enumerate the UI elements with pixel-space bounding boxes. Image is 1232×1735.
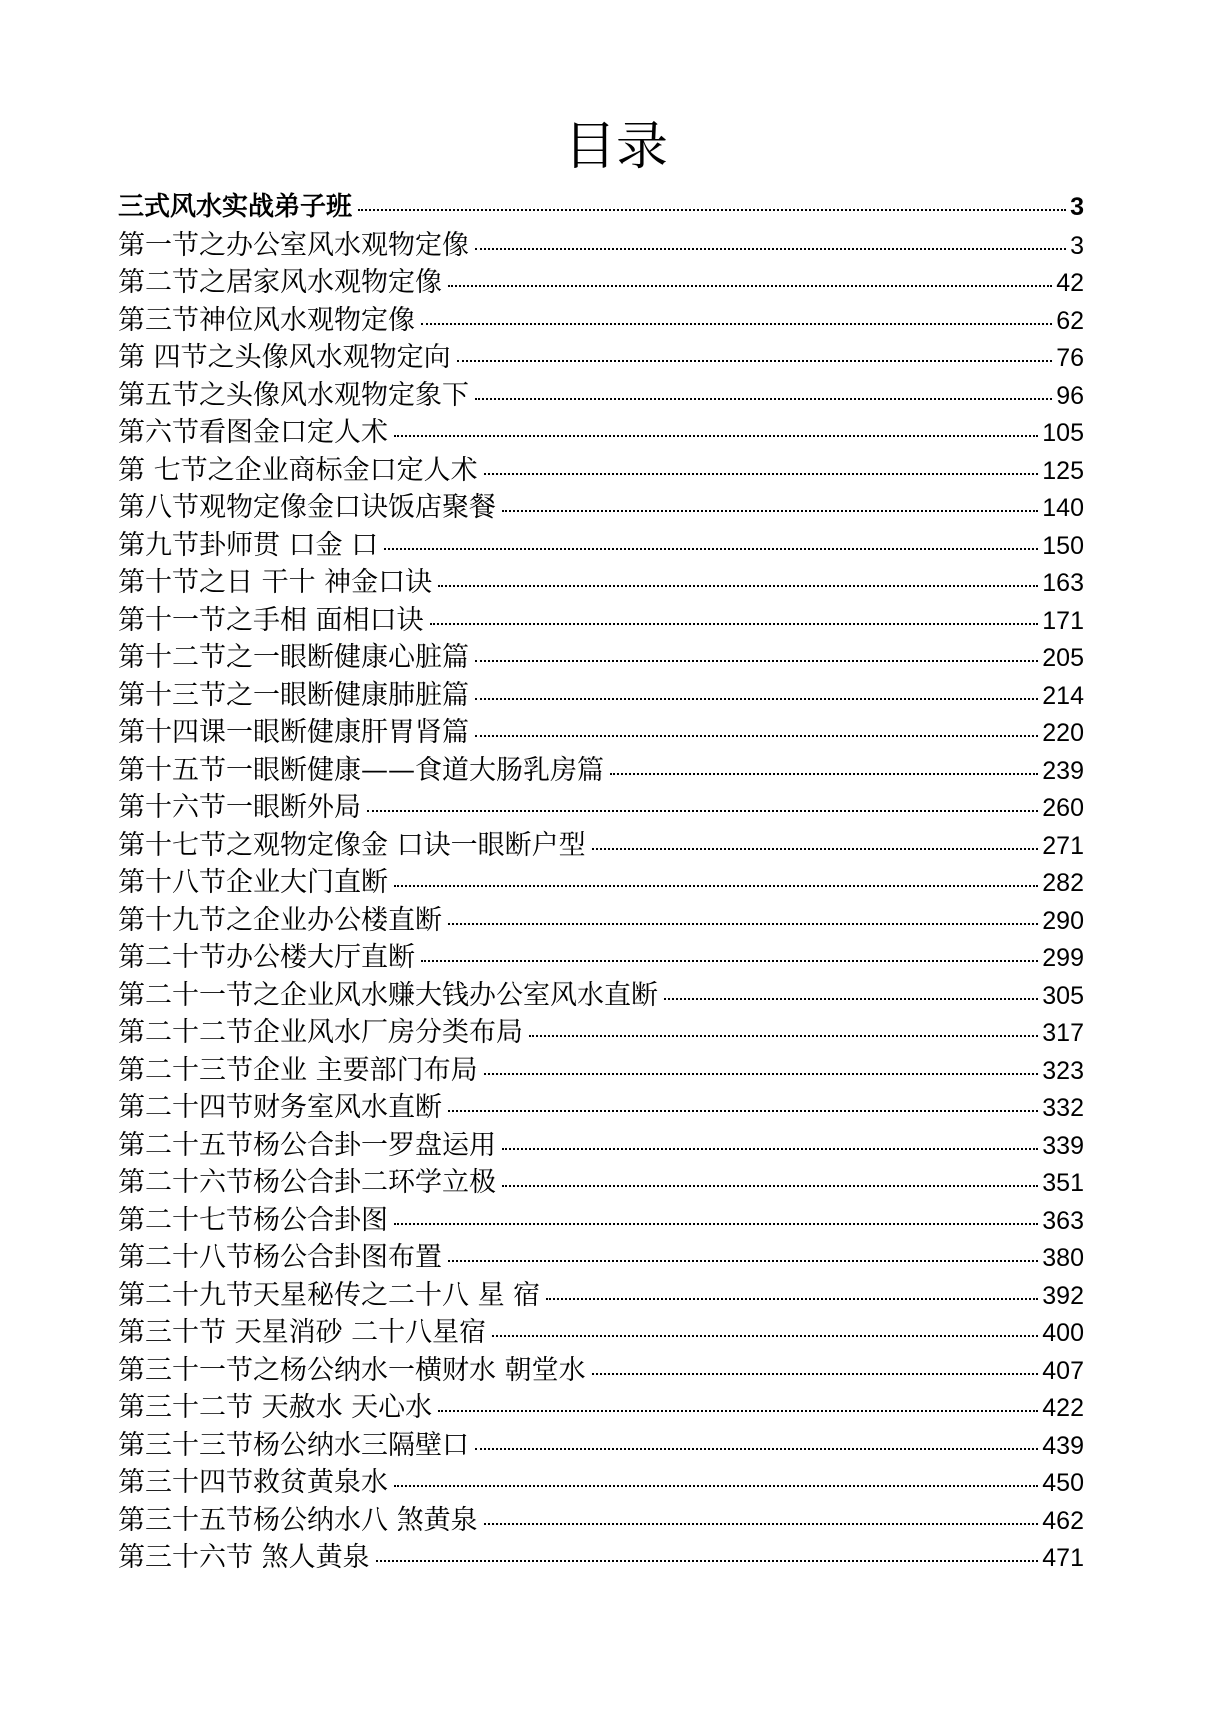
toc-entry-page-number: 76 (1056, 344, 1084, 372)
toc-entry-label: 第八节观物定像金口诀饭店聚餐 (118, 492, 496, 523)
toc-entry[interactable] (118, 1127, 1084, 1165)
toc-entry[interactable] (118, 377, 1084, 415)
toc-entry-page-number: 3 (1070, 231, 1084, 260)
toc-entry[interactable] (118, 1239, 1084, 1277)
toc-dot-leader (448, 921, 1038, 925)
toc-entry-page-number: 317 (1042, 1019, 1084, 1047)
toc-entry-page-number: 220 (1042, 719, 1084, 747)
toc-dot-leader (358, 207, 1066, 211)
toc-entry-page-number: 351 (1042, 1169, 1084, 1197)
toc-entry-page-number: 150 (1042, 531, 1084, 560)
toc-entry[interactable] (118, 489, 1084, 527)
toc-entry-label: 第二十一节之企业风水赚大钱办公室风水直断 (118, 979, 658, 1011)
toc-dot-leader (592, 846, 1039, 850)
toc-entry[interactable] (118, 977, 1084, 1015)
toc-entry[interactable] (118, 227, 1084, 265)
toc-dot-leader (457, 358, 1053, 362)
toc-dot-leader (384, 546, 1038, 550)
toc-entry-label: 第二十三节企业 主要部门布局 (118, 1054, 478, 1086)
toc-dot-leader (484, 1521, 1039, 1525)
toc-entry-label: 第二十八节杨公合卦图布置 (118, 1242, 442, 1273)
toc-dot-leader (438, 1408, 1038, 1412)
toc-entry-label: 第 七节之企业商标金口定人术 (118, 454, 478, 486)
toc-dot-leader (546, 1296, 1038, 1300)
toc-dot-leader (475, 658, 1038, 662)
toc-entry-page-number: 282 (1042, 869, 1084, 897)
toc-entry-page-number: 450 (1042, 1469, 1084, 1497)
toc-entry[interactable] (118, 1089, 1084, 1127)
toc-entry-label: 第五节之头像风水观物定象下 (118, 379, 469, 411)
toc-entry-label: 第二十七节杨公合卦图 (118, 1204, 388, 1236)
toc-entry[interactable] (118, 752, 1084, 790)
toc-entry[interactable] (118, 414, 1084, 452)
toc-dot-leader (421, 958, 1038, 962)
toc-entry-label: 第一节之办公室风水观物定像 (118, 229, 469, 261)
toc-entry-page-number: 3 (1070, 193, 1084, 221)
toc-dot-leader (394, 1221, 1038, 1225)
toc-entry[interactable] (118, 789, 1084, 827)
page-title: 目录 (563, 117, 668, 177)
toc-dot-leader (610, 771, 1038, 775)
toc-entry[interactable] (118, 339, 1084, 377)
toc-entry[interactable] (118, 1052, 1084, 1090)
toc-section-heading[interactable] (118, 189, 1084, 227)
toc-dot-leader (430, 621, 1039, 625)
toc-entry[interactable] (118, 939, 1084, 977)
toc-entry-label: 第二十四节财务室风水直断 (118, 1092, 442, 1123)
toc-entry[interactable] (118, 1539, 1084, 1577)
toc-entry-page-number: 332 (1042, 1094, 1084, 1122)
toc-dot-leader (475, 733, 1038, 737)
toc-entry[interactable] (118, 1014, 1084, 1052)
toc-entry[interactable] (118, 902, 1084, 940)
toc-entry-label: 第三十五节杨公纳水八 煞黄泉 (118, 1504, 478, 1536)
toc-entry-page-number: 439 (1042, 1431, 1084, 1460)
toc-dot-leader (484, 1071, 1039, 1075)
toc-entry[interactable] (118, 639, 1084, 677)
toc-entry-page-number: 462 (1042, 1506, 1084, 1535)
toc-entry-page-number: 299 (1042, 944, 1084, 972)
toc-entry[interactable] (118, 1427, 1084, 1465)
toc-entry[interactable] (118, 1277, 1084, 1315)
toc-entry[interactable] (118, 264, 1084, 302)
toc-dot-leader (421, 321, 1052, 325)
toc-entry-page-number: 380 (1042, 1244, 1084, 1272)
toc-entry[interactable] (118, 1502, 1084, 1540)
toc-dot-leader (529, 1033, 1038, 1037)
toc-entry[interactable] (118, 1464, 1084, 1502)
toc-entry-label: 第十二节之一眼断健康心脏篇 (118, 642, 469, 673)
toc-entry-page-number: 392 (1042, 1281, 1084, 1310)
toc-entry-label: 第十节之日 干十 神金口诀 (118, 567, 433, 598)
toc-dot-leader (484, 471, 1039, 475)
toc-entry[interactable] (118, 714, 1084, 752)
toc-entry-label: 第十一节之手相 面相口诀 (118, 604, 424, 636)
toc-entry[interactable] (118, 452, 1084, 490)
toc-entry-label: 第二十二节企业风水厂房分类布局 (118, 1017, 523, 1048)
toc-entry-page-number: 62 (1056, 306, 1084, 335)
toc-entry-page-number: 239 (1042, 756, 1084, 785)
toc-entry[interactable] (118, 302, 1084, 340)
toc-entry-label: 第三十三节杨公纳水三隔壁口 (118, 1429, 469, 1461)
toc-entry[interactable] (118, 1389, 1084, 1427)
toc-entry-label: 第三十节 天星消砂 二十八星宿 (118, 1317, 487, 1348)
toc-entry-label: 第三十一节之杨公纳水一横财水 朝堂水 (118, 1354, 586, 1386)
toc-entry-label: 第二十五节杨公合卦一罗盘运用 (118, 1129, 496, 1161)
toc-entry-page-number: 42 (1056, 269, 1084, 297)
toc-entry-page-number: 271 (1042, 831, 1084, 860)
toc-entry-label: 第三十二节 天赦水 天心水 (118, 1392, 433, 1423)
toc-dot-leader (448, 1108, 1038, 1112)
toc-entry-page-number: 407 (1042, 1356, 1084, 1385)
toc-entry[interactable] (118, 827, 1084, 865)
toc-entry-label: 第十四课一眼断健康肝胃肾篇 (118, 717, 469, 748)
toc-entry-page-number: 422 (1042, 1394, 1084, 1422)
toc-entry-label: 第二节之居家风水观物定像 (118, 267, 442, 298)
toc-entry-label: 第三节神位风水观物定像 (118, 304, 415, 336)
toc-entry-label: 第十六节一眼断外局 (118, 792, 361, 823)
toc-dot-leader (475, 696, 1038, 700)
toc-dot-leader (475, 246, 1066, 250)
toc-entry-page-number: 96 (1056, 381, 1084, 410)
toc-dot-leader (394, 883, 1038, 887)
toc-dot-leader (376, 1558, 1039, 1562)
toc-entry-page-number: 323 (1042, 1056, 1084, 1085)
toc-entry-label: 第二十六节杨公合卦二环学立极 (118, 1167, 496, 1198)
toc-entry[interactable] (118, 1314, 1084, 1352)
toc-entry-page-number: 205 (1042, 644, 1084, 672)
toc-entry[interactable] (118, 1164, 1084, 1202)
toc-dot-leader (394, 433, 1038, 437)
toc-dot-leader (502, 1146, 1038, 1150)
toc-dot-leader (664, 996, 1038, 1000)
toc-entry-page-number: 400 (1042, 1319, 1084, 1347)
toc-entry[interactable] (118, 527, 1084, 565)
toc-entry-page-number: 471 (1042, 1544, 1084, 1572)
toc-list (118, 189, 1084, 1577)
toc-entry-label: 第十三节之一眼断健康肺脏篇 (118, 679, 469, 711)
toc-entry-label: 第三十四节救贫黄泉水 (118, 1467, 388, 1498)
toc-entry-label: 第十九节之企业办公楼直断 (118, 904, 442, 936)
toc-entry[interactable] (118, 1202, 1084, 1240)
toc-entry[interactable] (118, 564, 1084, 602)
toc-entry-label: 第二十九节天星秘传之二十八 星 宿 (118, 1279, 541, 1311)
toc-entry-label: 第十八节企业大门直断 (118, 867, 388, 898)
toc-entry-page-number: 105 (1042, 419, 1084, 447)
toc-entry[interactable] (118, 677, 1084, 715)
toc-entry-page-number: 125 (1042, 456, 1084, 485)
toc-dot-leader (475, 1446, 1038, 1450)
toc-dot-leader (438, 583, 1038, 587)
toc-entry-label: 第三十六节 煞人黄泉 (118, 1542, 370, 1573)
toc-entry-label: 第二十节办公楼大厅直断 (118, 942, 415, 973)
toc-dot-leader (502, 1183, 1038, 1187)
toc-dot-leader (492, 1333, 1038, 1337)
toc-entry[interactable] (118, 864, 1084, 902)
toc-entry-page-number: 290 (1042, 906, 1084, 935)
toc-entry-label: 第 四节之头像风水观物定向 (118, 342, 451, 373)
toc-entry[interactable] (118, 602, 1084, 640)
toc-dot-leader (475, 396, 1052, 400)
toc-dot-leader (448, 283, 1052, 287)
toc-entry-page-number: 214 (1042, 681, 1084, 710)
toc-entry-label: 第六节看图金口定人术 (118, 417, 388, 448)
toc-entry-label: 三式风水实战弟子班 (118, 192, 353, 222)
toc-entry-page-number: 171 (1042, 606, 1084, 635)
toc-entry[interactable] (118, 1352, 1084, 1390)
toc-dot-leader (367, 808, 1038, 812)
toc-entry-page-number: 305 (1042, 981, 1084, 1010)
toc-entry-page-number: 260 (1042, 794, 1084, 822)
toc-dot-leader (592, 1371, 1039, 1375)
toc-entry-label: 第十七节之观物定像金 口诀一眼断户型 (118, 829, 586, 861)
toc-dot-leader (502, 508, 1038, 512)
toc-entry-page-number: 339 (1042, 1131, 1084, 1160)
toc-entry-page-number: 363 (1042, 1206, 1084, 1235)
toc-entry-label: 第十五节一眼断健康——食道大肠乳房篇 (118, 754, 604, 786)
toc-entry-label: 第九节卦师贯 口金 口 (118, 529, 379, 561)
toc-entry-page-number: 163 (1042, 569, 1084, 597)
toc-entry-page-number: 140 (1042, 494, 1084, 522)
toc-dot-leader (448, 1258, 1038, 1262)
toc-dot-leader (394, 1483, 1038, 1487)
